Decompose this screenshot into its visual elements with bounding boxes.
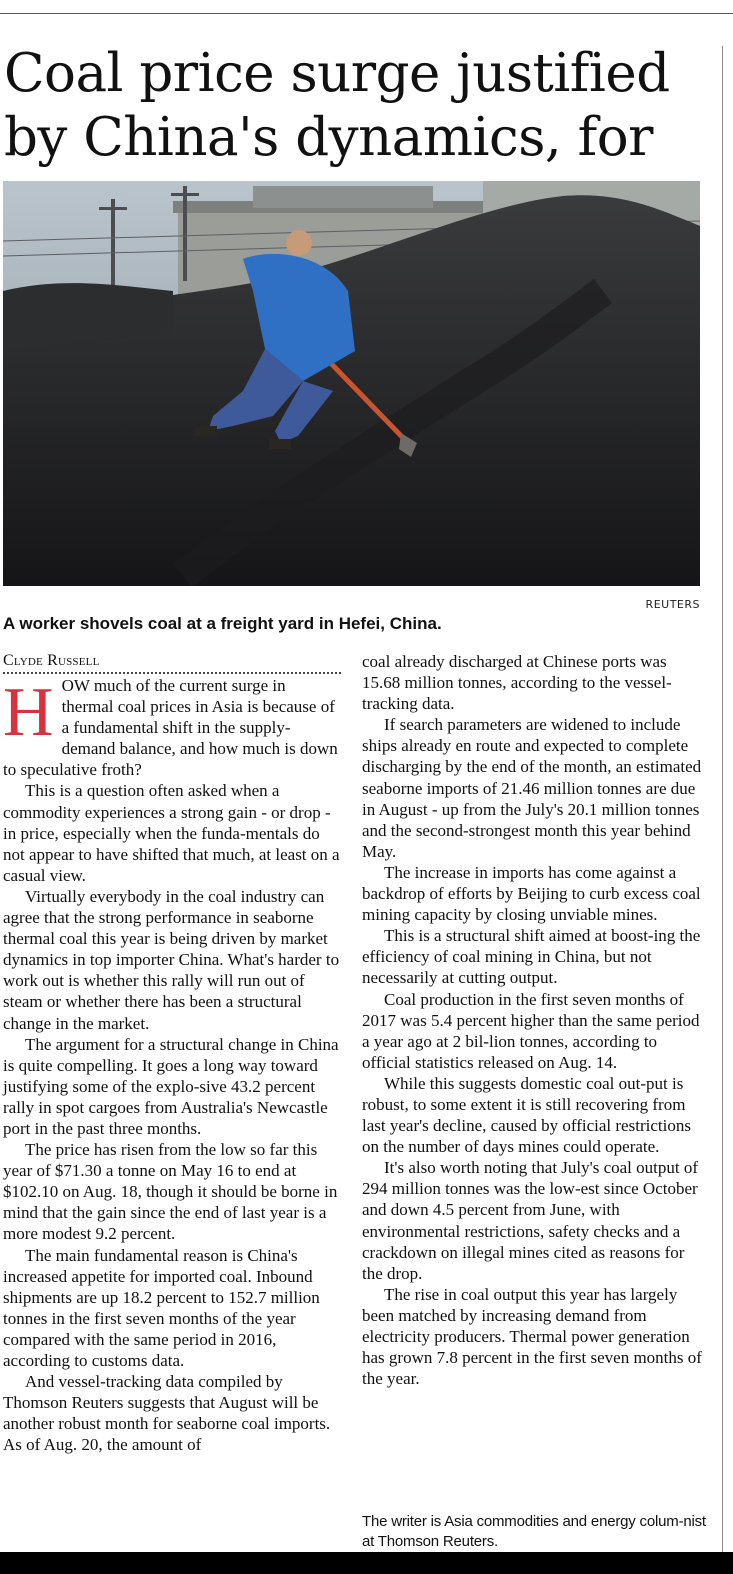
byline-divider: [3, 672, 341, 674]
bottom-bar: [0, 1552, 733, 1574]
paragraph: And vessel-tracking data compiled by Thomson Reuters suggests that August will be another robust month for seaborne coal imports. As of Aug. 20, the amount of: [3, 1372, 331, 1455]
utility-pole: [183, 186, 187, 281]
column-1: [3, 675, 341, 1455]
paragraph: The increase in imports has come against a backdrop of efforts by Beijing to curb excess coal mining capacity by closing unviable mines.: [362, 862, 701, 925]
article-photo: [3, 181, 700, 586]
photo-caption: A worker shovels coal at a freight yard in Hefei, China.: [3, 614, 442, 633]
paragraph: Virtually everybody in the coal industry can agree that the strong performance in seaborne thermal coal this year is being driven by market dynamics in top importer China. What's harder to work out is whether this rally will run out of steam or whether there has been a structural change in the market.: [3, 886, 340, 1033]
coal-worker-photo: [3, 181, 700, 586]
headline: Coal price surge justified by China's dynamics, for: [4, 43, 670, 168]
lead-paragraph: HOW much of the current surge in thermal coal prices in Asia is because of a fundamental shift in the supply-demand balance, and how much is down to speculative froth?: [3, 674, 338, 780]
paragraph: If search parameters are widened to include ships already en route and expected to complete discharging by the end of the month, an estimated seaborne imports of 21.46 million tonnes are due in August - up from the July's 20.1 million tonnes and the second-strongest month this year behind May.: [362, 715, 702, 861]
column-2: [362, 651, 703, 1389]
worker-head: [286, 230, 312, 256]
author-footnote: The writer is Asia commodities and energy colum-nist at Thomson Reuters.: [362, 1513, 706, 1550]
paragraph: Coal production in the first seven months of 2017 was 5.4 percent higher than the same period a year ago at 2 bil-lion tonnes, according to official statistics released on Aug. 14.: [362, 989, 700, 1072]
paragraph: The rise in coal output this year has largely been matched by increasing demand from electricity producers. Thermal power generation has grown 7.8 percent in the first seven months of the year.: [362, 1284, 702, 1389]
byline: Clyde Russell: [3, 652, 100, 669]
paragraph: While this suggests domestic coal out-put is robust, to some extent it is still recovering from last year's decline, caused by official restrictions on the number of days mines could operate.: [362, 1073, 691, 1157]
paragraph: This is a question often asked when a commodity experiences a strong gain - or drop - in price, especially when the funda-mentals do not appear to have shifted that much, at least on a casual view.: [3, 781, 340, 885]
paragraph: This is a structural shift aimed at boost-ing the efficiency of coal mining in China, but not necessarily at cutting output.: [362, 926, 701, 988]
paragraph: The main fundamental reason is China's increased appetite for imported coal. Inbound shipments are up 18.2 percent to 152.7 million tonnes in the first seven months of the year compared with the same period in 2016, according to customs data.: [3, 1245, 320, 1370]
paragraph: The price has risen from the low so far this year of $71.30 a tonne on May 16 to end at $102.10 on Aug. 18, though it should be borne in mind that the gain since the end of last year is a more modest 9.2 percent.: [3, 1140, 338, 1244]
paragraph-continuation: coal already discharged at Chinese ports was 15.68 million tonnes, according to the vessel-tracking data.: [362, 652, 672, 714]
paragraph: It's also worth noting that July's coal output of 294 million tonnes was the low-est since October and down 4.5 percent from June, with environmental restrictions, safety checks and a crackdown on illegal mines cited as reasons for the drop.: [362, 1158, 698, 1283]
photo-credit: REUTERS: [645, 598, 700, 611]
paragraph: The argument for a structural change in China is quite compelling. It goes a long way toward justifying some of the explo-sive 43.2 percent rally in spot cargoes from Australia's Newcastle port in the past three months.: [3, 1034, 339, 1138]
drop-cap: H: [3, 674, 54, 751]
column-rule: [722, 46, 723, 1556]
top-rule: [0, 13, 733, 14]
